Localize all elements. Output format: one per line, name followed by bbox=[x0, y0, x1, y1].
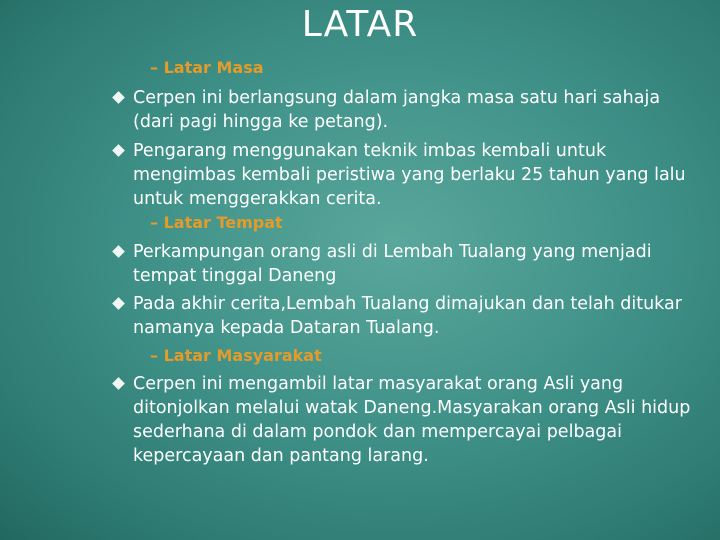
bullet-item bbox=[114, 86, 694, 134]
bullet-item bbox=[114, 139, 694, 211]
diamond-bullet-icon bbox=[112, 144, 125, 157]
slide-title: LATAR bbox=[301, 4, 419, 45]
bullet-item bbox=[114, 292, 694, 340]
diamond-bullet-icon bbox=[112, 245, 125, 258]
bullet-text: Perkampungan orang asli di Lembah Tualang yang menjadi tempat tinggal Daneng bbox=[133, 242, 652, 286]
bullet-text: Pada akhir cerita,Lembah Tualang dimajukan dan telah ditukar namanya kepada Dataran Tualang. bbox=[133, 294, 682, 338]
section-heading-masyarakat: – Latar Masyarakat bbox=[150, 346, 322, 365]
bullet-item bbox=[114, 240, 694, 288]
bullet-text: Cerpen ini berlangsung dalam jangka masa satu hari sahaja (dari pagi hingga ke petang). bbox=[133, 88, 661, 132]
diamond-bullet-icon bbox=[112, 91, 125, 104]
section-heading-tempat: – Latar Tempat bbox=[150, 213, 283, 232]
bullet-text: Cerpen ini mengambil latar masyarakat orang Asli yang ditonjolkan melalui watak Daneng.Masyarakan orang Asli hidup sederhana di dalam pondok dan mempercayai pelbagai kepercayaan dan pantang larang. bbox=[133, 374, 691, 466]
diamond-bullet-icon bbox=[112, 297, 125, 310]
section-heading-masa: – Latar Masa bbox=[150, 58, 264, 77]
diamond-bullet-icon bbox=[112, 377, 125, 390]
bullet-item bbox=[114, 372, 694, 468]
bullet-text: Pengarang menggunakan teknik imbas kembali untuk mengimbas kembali peristiwa yang berlaku 25 tahun yang lalu untuk menggerakkan cerita. bbox=[133, 141, 686, 209]
